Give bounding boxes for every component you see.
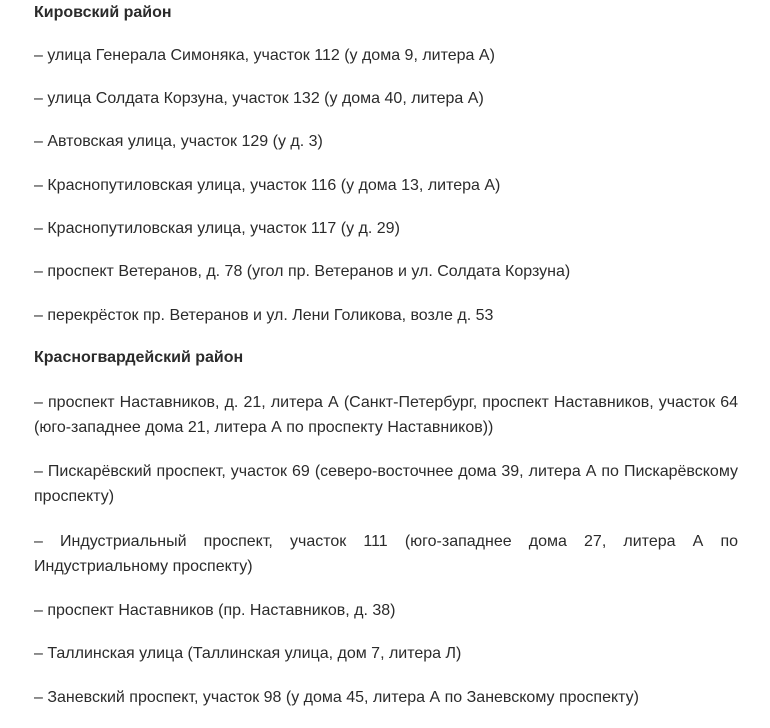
list-item: – Краснопутиловская улица, участок 116 (у дома 13, литера А) (34, 177, 501, 194)
list-item: – перекрёсток пр. Ветеранов и ул. Лени Голикова, возле д. 53 (34, 307, 494, 324)
list-item: – улица Генерала Симоняка, участок 112 (у дома 9, литера А) (34, 47, 495, 64)
list-item: – проспект Наставников, д. 21, литера А (Санкт-Петербург, проспект Наставников, участок 64 (юго-западнее дома 21, литера А по проспекту Наставников)) (34, 394, 738, 436)
list-item: – Краснопутиловская улица, участок 117 (у д. 29) (34, 220, 400, 237)
list-item: – проспект Наставников (пр. Наставников, д. 38) (34, 602, 396, 619)
section-heading-krasnogvardeisky: Красногвардейский район (34, 349, 244, 366)
list-item: – Индустриальный проспект, участок 111 (юго-западнее дома 27, литера А по Индустриальному проспекту) (34, 533, 738, 575)
list-item: – улица Солдата Корзуна, участок 132 (у дома 40, литера А) (34, 90, 484, 107)
list-item: – Пискарёвский проспект, участок 69 (северо-восточнее дома 39, литера А по Пискарёвскому проспекту) (34, 463, 738, 505)
section-heading-kirovsky: Кировский район (34, 4, 172, 21)
list-item: – Автовская улица, участок 129 (у д. 3) (34, 133, 323, 150)
list-item: – Заневский проспект, участок 98 (у дома 45, литера А по Заневскому проспекту) (34, 689, 639, 706)
list-item: – Таллинская улица (Таллинская улица, дом 7, литера Л) (34, 645, 462, 662)
list-item: – проспект Ветеранов, д. 78 (угол пр. Ветеранов и ул. Солдата Корзуна) (34, 263, 571, 280)
